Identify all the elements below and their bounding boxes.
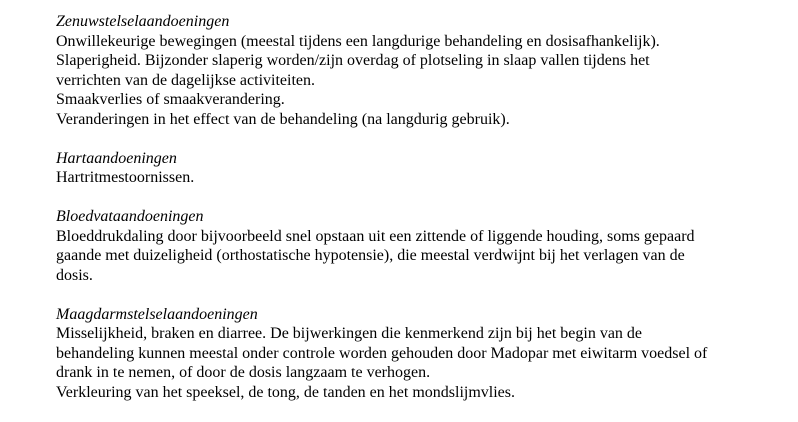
text-line: Slaperigheid. Bijzonder slaperig worden/zijn overdag of plotseling in slaap vallen tijdens het <box>56 52 650 69</box>
text-line: Hartritmestoornissen. <box>56 169 195 186</box>
text-line: verrichten van de dagelijkse activiteiten. <box>56 71 315 89</box>
text-line: Smaakverlies of smaakverandering. <box>56 91 285 108</box>
text-line: Bloeddrukdaling door bijvoorbeeld snel opstaan uit een zittende of liggende houding, soms gepaard <box>56 227 695 245</box>
text-line: Verkleuring van het speeksel, de tong, de tanden en het mondslijmvlies. <box>56 383 515 401</box>
section-heading: Hartaandoeningen <box>56 149 177 167</box>
text-line: Onwillekeurige bewegingen (meestal tijdens een langdurige behandeling en dosisafhankelijk). <box>56 32 660 50</box>
section-maagdarmstelselaandoeningen <box>56 305 791 403</box>
text-line: Misselijkheid, braken en diarree. De bijwerkingen die kenmerkend zijn bij het begin van de <box>56 325 643 342</box>
document-body <box>56 12 791 422</box>
section-bloedvataandoeningen <box>56 207 791 285</box>
text-line: drank in te nemen, of door de dosis langzaam te verhogen. <box>56 364 431 381</box>
text-line: Veranderingen in het effect van de behandeling (na langdurig gebruik). <box>56 110 510 128</box>
text-line: gaande met duizeligheid (orthostatische hypotensie), die meestal verdwijnt bij het verlagen van de <box>56 247 685 264</box>
text-line: dosis. <box>56 266 93 284</box>
section-zenuwstelselaandoeningen <box>56 12 791 129</box>
section-heading: Bloedvataandoeningen <box>56 208 204 225</box>
text-line: behandeling kunnen meestal onder controle worden gehouden door Madopar met eiwitarm voedsel of <box>56 344 708 362</box>
section-hartaandoeningen <box>56 149 791 188</box>
section-heading: Zenuwstelselaandoeningen <box>56 13 230 30</box>
section-heading: Maagdarmstelselaandoeningen <box>56 305 258 323</box>
